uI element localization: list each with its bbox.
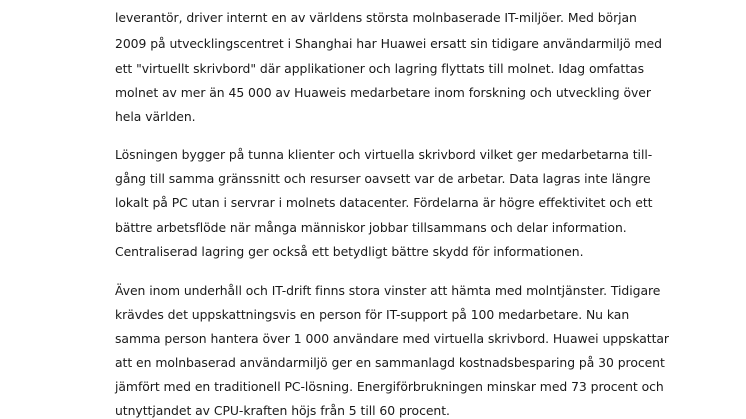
text-line: Lösningen bygger på tunna klienter och virtuella skrivbord vilket ger medarbetarna till- xyxy=(115,147,653,162)
text-line: 2009 på utvecklingscentret i Shanghai har Huawei ersatt sin tidigare användarmiljö med xyxy=(115,36,662,51)
text-line: lokalt på PC utan i servrar i molnets datacenter. Fördelarna är högre effektivitet och ett xyxy=(115,195,653,210)
text-line: att en molnbaserad användarmiljö ger en sammanlagd kostnadsbesparing på 30 procent xyxy=(115,355,665,370)
text-line: bättre arbetsflöde när många människor jobbar tillsammans och delar information. xyxy=(115,220,627,235)
text-line: samma person hantera över 1 000 användare med virtuella skrivbord. Huawei uppskattar xyxy=(115,331,669,346)
text-line: ett "virtuellt skrivbord" där applikationer och lagring flyttats till molnet. Idag omfattas xyxy=(115,61,644,76)
text-line: Även inom underhåll och IT-drift finns stora vinster att hämta med molntjänster. Tidigare xyxy=(115,283,661,298)
text-line: krävdes det uppskattningsvis en person för IT-support på 100 medarbetare. Nu kan xyxy=(115,307,630,322)
text-line: gång till samma gränssnitt och resurser oavsett var de arbetar. Data lagras inte längre xyxy=(115,171,651,186)
text-line: hela världen. xyxy=(115,109,196,124)
text-line: Centraliserad lagring ger också ett betydligt bättre skydd för informationen. xyxy=(115,244,584,259)
text-line: jämfört med en traditionell PC-lösning. Energiförbrukningen minskar med 73 procent och xyxy=(115,379,664,394)
text-line: molnet av mer än 45 000 av Huaweis medarbetare inom forskning och utveckling över xyxy=(115,85,651,100)
text-line: utnyttjandet av CPU-kraften höjs från 5 till 60 procent. xyxy=(115,403,450,418)
text-line: leverantör, driver internt en av världens största molnbaserade IT-miljöer. Med början xyxy=(115,10,637,25)
